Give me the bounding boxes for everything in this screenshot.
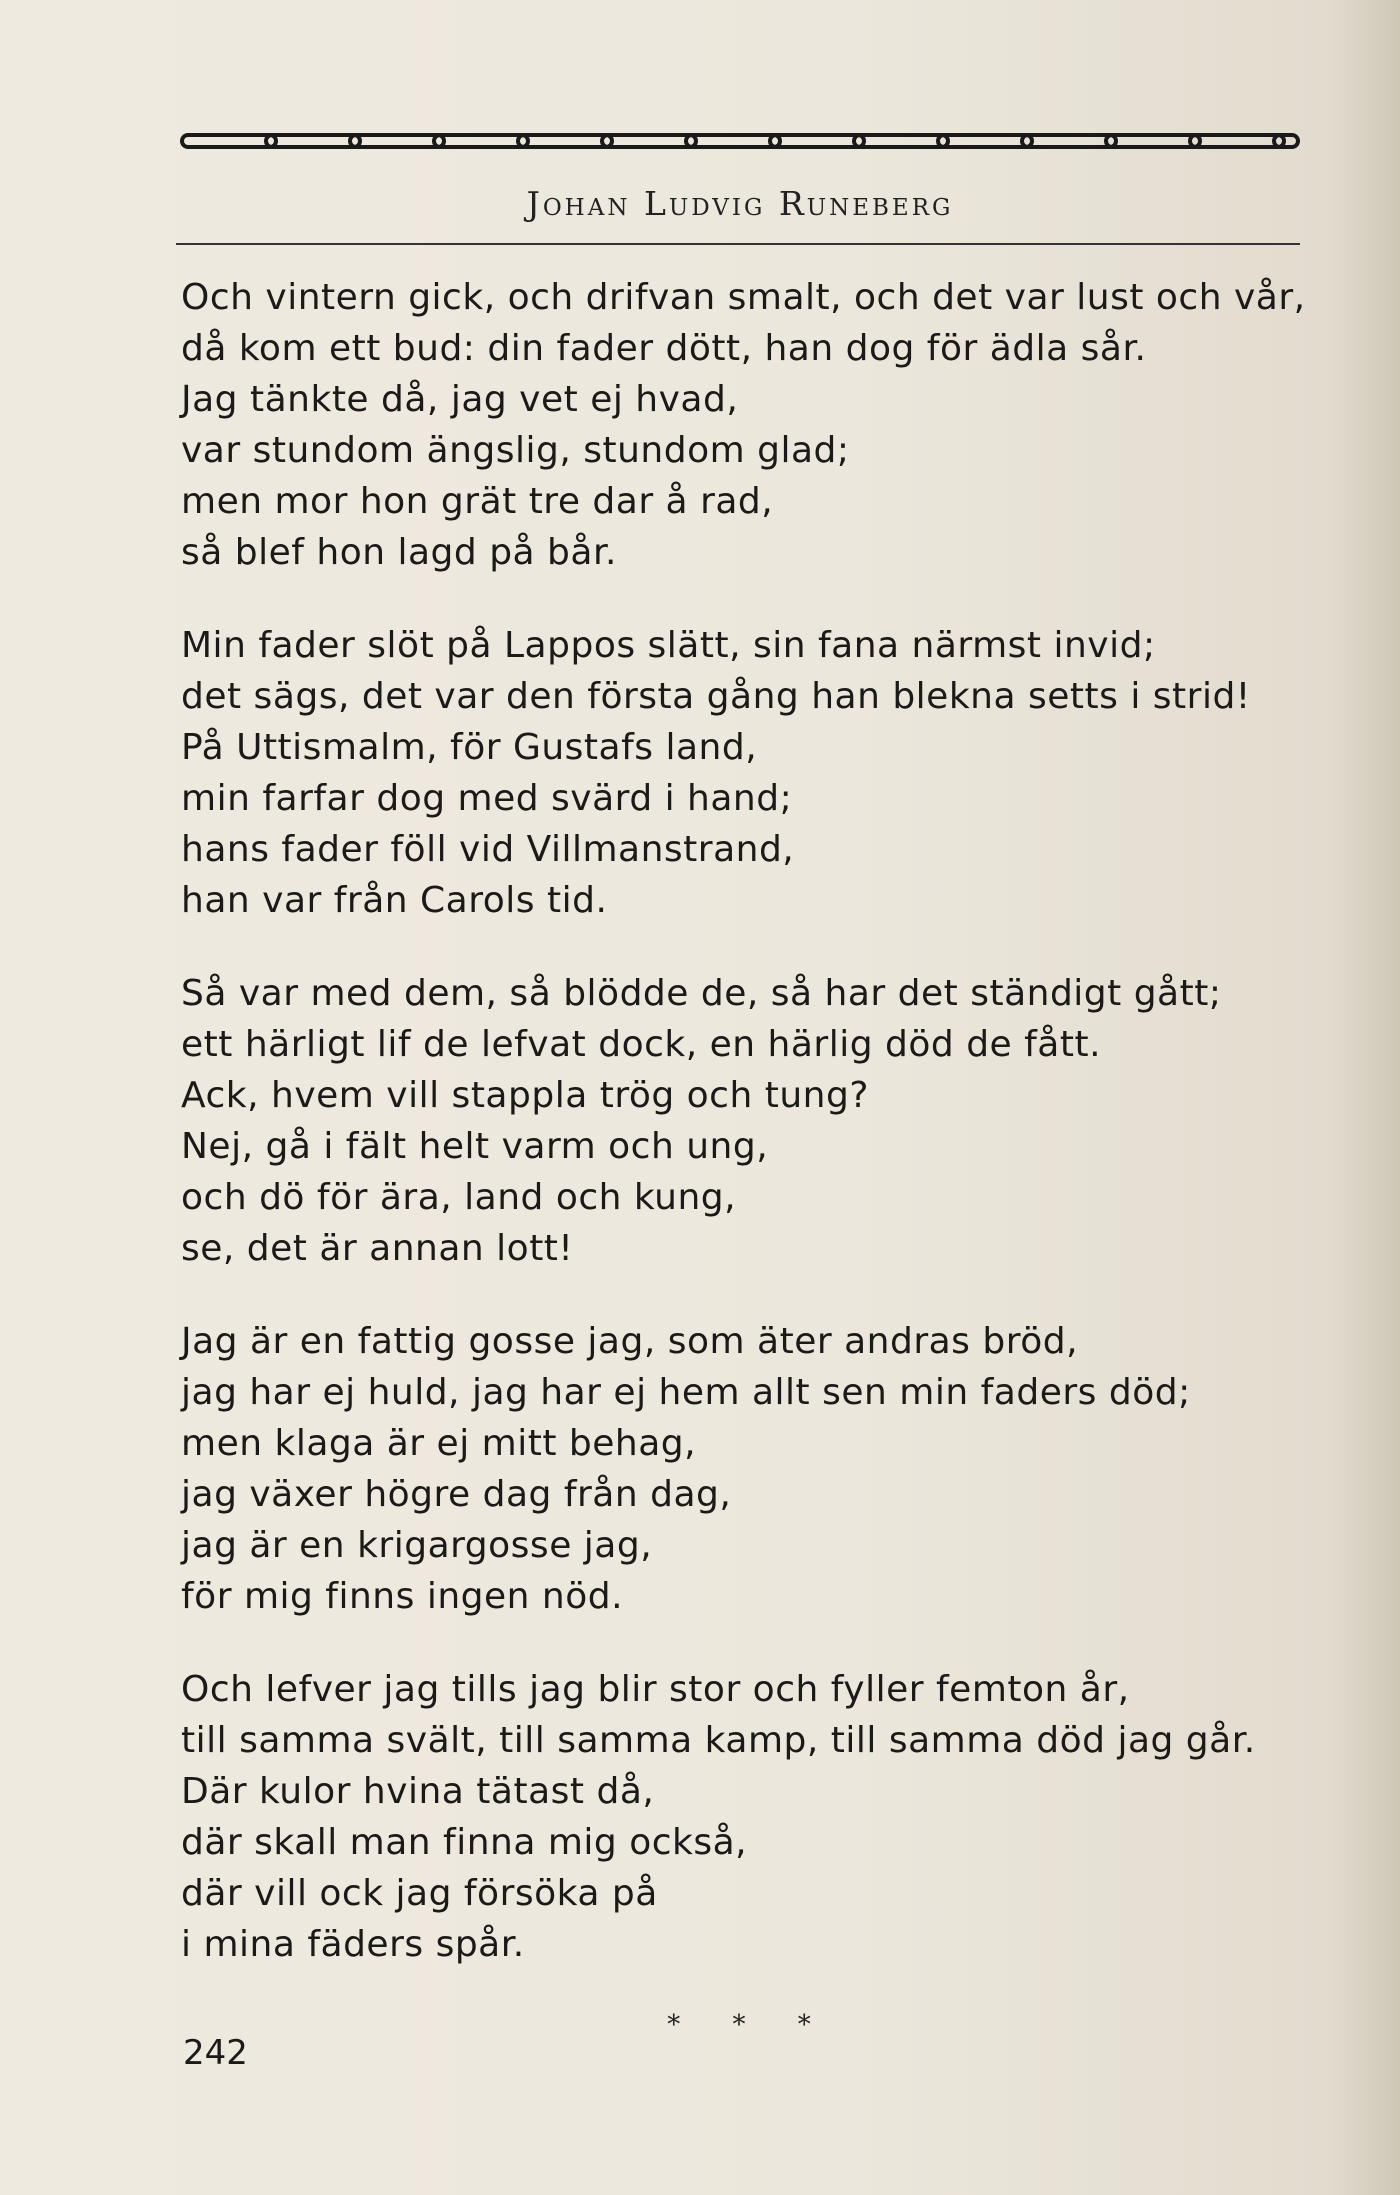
poem-line: i mina fäders spår. bbox=[181, 1924, 525, 1965]
poem-line: Och lefver jag tills jag blir stor och fyller femton år, bbox=[181, 1669, 1130, 1710]
poem-line: han var från Carols tid. bbox=[181, 880, 608, 921]
stanza bbox=[181, 1316, 1321, 1622]
poem-line: jag växer högre dag från dag, bbox=[181, 1474, 732, 1515]
poem-line: Så var med dem, så blödde de, så har det ständigt gått; bbox=[181, 973, 1222, 1014]
poem-line: men klaga är ej mitt behag, bbox=[181, 1423, 697, 1464]
poem-line: var stundom ängslig, stundom glad; bbox=[181, 430, 850, 471]
poem-line: Jag tänkte då, jag vet ej hvad, bbox=[181, 379, 739, 420]
decorative-chain-border bbox=[180, 132, 1300, 150]
header-rule bbox=[176, 243, 1300, 245]
poem-line: men mor hon grät tre dar å rad, bbox=[181, 481, 774, 522]
poem-line: På Uttismalm, för Gustafs land, bbox=[181, 727, 758, 768]
poem-line: Min fader slöt på Lappos slätt, sin fana närmst invid; bbox=[181, 625, 1156, 666]
poem-line: till samma svält, till samma kamp, till samma död jag går. bbox=[181, 1720, 1256, 1761]
poem-line: där vill ock jag försöka på bbox=[181, 1873, 658, 1914]
section-break-asterisks: * * * bbox=[667, 2010, 833, 2040]
poem-line: Jag är en fattig gosse jag, som äter andras bröd, bbox=[181, 1321, 1079, 1362]
poem-line: jag har ej huld, jag har ej hem allt sen min faders död; bbox=[181, 1372, 1191, 1413]
poem-line: Och vintern gick, och drifvan smalt, och det var lust och vår, bbox=[181, 277, 1306, 318]
poem-line: då kom ett bud: din fader dött, han dog för ädla sår. bbox=[181, 328, 1147, 369]
poem-line: Där kulor hvina tätast då, bbox=[181, 1771, 655, 1812]
page-number: 242 bbox=[183, 2033, 248, 2073]
poem-line: Nej, gå i fält helt varm och ung, bbox=[181, 1126, 769, 1167]
poem-body bbox=[181, 272, 1321, 2012]
poem-line: min farfar dog med svärd i hand; bbox=[181, 778, 793, 819]
poem-line: och dö för ära, land och kung, bbox=[181, 1177, 737, 1218]
stanza bbox=[181, 968, 1321, 1274]
running-head: Johan Ludvig Runeberg bbox=[526, 184, 954, 223]
poem-line: där skall man finna mig också, bbox=[181, 1822, 748, 1863]
poem-line: hans fader föll vid Villmanstrand, bbox=[181, 829, 795, 870]
poem-line: ett härligt lif de lefvat dock, en härlig död de fått. bbox=[181, 1024, 1102, 1065]
poem-line: för mig finns ingen nöd. bbox=[181, 1576, 624, 1617]
poem-line: så blef hon lagd på bår. bbox=[181, 532, 617, 573]
poem-line: det sägs, det var den första gång han blekna setts i strid! bbox=[181, 676, 1251, 717]
poem-line: se, det är annan lott! bbox=[181, 1228, 574, 1269]
poem-line: jag är en krigargosse jag, bbox=[181, 1525, 653, 1566]
stanza bbox=[181, 272, 1321, 578]
poem-line: Ack, hvem vill stappla trög och tung? bbox=[181, 1075, 869, 1116]
stanza bbox=[181, 1664, 1321, 1970]
stanza bbox=[181, 620, 1321, 926]
